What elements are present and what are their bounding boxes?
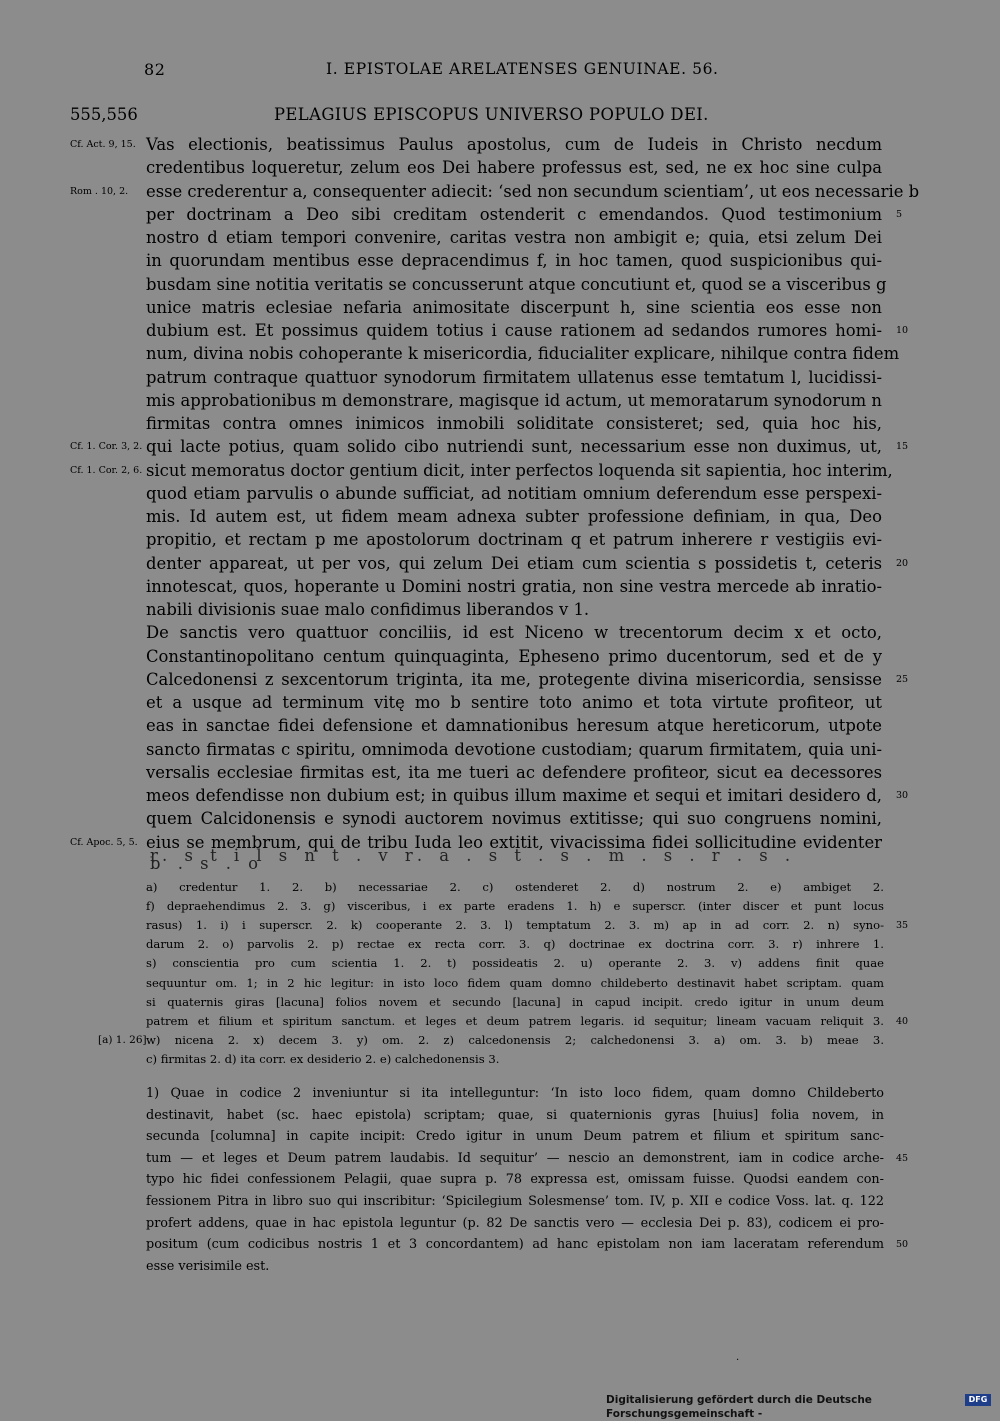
body-line: patrum contraque quattuor synodorum firmitatem ullatenus esse temtatum l, lucidissi- — [146, 367, 882, 387]
footnote-line: profert addens, quae in hac epistola leguntur (p. 82 De sanctis vero — ecclesia Dei p. 83), codicem ei pro- — [146, 1215, 884, 1231]
body-line: unice matris eclesiae nefaria animositate discerpunt h, sine scientia eos esse non — [146, 297, 882, 317]
line-number: 25 — [896, 673, 909, 685]
body-line: denter appareat, ut per vos, qui zelum Dei etiam cum scientia s possidetis t, ceteris — [146, 553, 882, 573]
margin-reference: Cf. 1. Cor. 2, 6. — [70, 464, 143, 476]
variant-line: c) firmitas 2. d) ita corr. ex desiderio 2. e) calchedonensis 3. — [146, 1051, 500, 1066]
letter-number: 555,556 — [70, 105, 138, 124]
running-title: I. EPISTOLAE ARELATENSES GENUINAE. 56. — [326, 60, 719, 78]
footnote-line: secunda [columna] in capite incipit: Credo igitur in unum Deum patrem et filium et spiritum sanc- — [146, 1129, 884, 1145]
margin-reference: Rom . 10, 2. — [70, 185, 129, 197]
footnote-line: destinavit, habet (sc. haec epistola) scriptam; quae, si quaternionis gyras [huius] folia novem, in — [146, 1107, 884, 1123]
cut-off-line: r. s t i l s n t . v r. a . s t . s . m . s . r . s . b . s . o — [150, 846, 797, 873]
variant-margin-reference: [a) 1. 26] — [98, 1033, 147, 1046]
body-line: quem Calcidonensis e synodi auctorem novimus extitisse; qui suo congruens nomini, — [146, 809, 882, 829]
body-line: Constantinopolitano centum quinquaginta, Epheseno primo ducentorum, sed et de y — [146, 646, 882, 666]
variant-line: sequuntur om. 1; in 2 hic legitur: in isto loco fidem quam domno childeberto destinavit habet scriptam. quam — [146, 975, 884, 990]
letter-title: PELAGIUS EPISCOPUS UNIVERSO POPULO DEI. — [274, 105, 709, 124]
body-line: innotescat, quos, hoperante u Domini nostri gratia, non sine vestra mercede ab inratio- — [146, 576, 882, 596]
body-line: sancto firmatas c spiritu, omnimoda devotione custodiam; quarum firmitatem, quia uni- — [146, 739, 882, 759]
footnote-line: esse verisimile est. — [146, 1258, 270, 1274]
body-line: propitio, et rectam p me apostolorum doctrinam q et patrum inherere r vestigiis evi- — [146, 530, 882, 550]
line-number: 5 — [896, 208, 903, 220]
body-line: quod etiam parvulis o abunde sufficiat, ad notitiam omnium deferendum esse perspexi- — [146, 483, 882, 503]
variant-line: f) depraehendimus 2. 3. g) visceribus, i ex parte eradens 1. h) e superscr. (inter discer et punt locus — [146, 899, 884, 914]
body-line: meos defendisse non dubium est; in quibus illum maxime et sequi et imitari desidero d, — [146, 786, 882, 805]
body-line: eas in sanctae fidei defensione et damnationibus heresum atque hereticorum, utpote — [146, 716, 882, 736]
footnote-line: tum — et leges et Deum patrem laudabis. Id sequitur’ — nescio an demonstrent, iam in codice arche- — [146, 1150, 884, 1166]
line-number: 20 — [896, 557, 909, 569]
variant-line: si quaternis giras [lacuna] folios novem et secundo [lacuna] in capud incipit. credo igitur in unum deum — [146, 994, 884, 1009]
body-line: versalis ecclesiae firmitas est, ita me tueri ac defendere profiteor, sicut ea decessores — [146, 762, 882, 782]
body-line: firmitas contra omnes inimicos inmobili soliditate consisteret; sed, quia hoc his, — [146, 414, 882, 433]
page-number: 82 — [144, 60, 166, 79]
line-number: 50 — [896, 1239, 909, 1251]
variant-line: w) nicena 2. x) decem 3. y) om. 2. z) calcedonensis 2; calchedonensi 3. a) om. 3. b) meae 3. — [146, 1032, 884, 1047]
body-line: esse crederentur a, consequenter adiecit: ‘sed non secundum scientiam’, ut eos necessarie b — [146, 181, 920, 201]
line-number: 30 — [896, 790, 909, 801]
body-line: credentibus loqueretur, zelum eos Dei habere professus est, sed, ne ex hoc sine culpa — [146, 158, 882, 178]
line-number: 35 — [896, 920, 909, 932]
body-line: eius se membrum, qui de tribu Iuda leo extitit, vivacissima fidei sollicitudine evidenter — [146, 832, 882, 852]
body-line: per doctrinam a Deo sibi creditam ostenderit c emendandos. Quod testimonium — [146, 204, 882, 224]
footnote-line: fessionem Pitra in libro suo qui inscribitur: ‘Spicilegium Solesmense’ tom. IV, p. XII e codice Voss. lat. q. 122 — [146, 1194, 884, 1209]
variant-line: rasus) 1. i) i superscr. 2. k) cooperante 2. 3. l) temptatum 2. 3. m) ap in ad corr. 2. n) syno- — [146, 918, 884, 933]
body-line: num, divina nobis cohoperante k misericordia, fiducialiter explicare, nihilque contra fidem — [146, 344, 900, 364]
body-line: busdam sine notitia veritatis se concusserunt atque concutiunt et, quod se a visceribus g — [146, 274, 887, 294]
body-line: dubium est. Et possimus quidem totius i cause rationem ad sedandos rumores homi- — [146, 321, 882, 340]
variant-line: a) credentur 1. 2. b) necessariae 2. c) ostenderet 2. d) nostrum 2. e) ambiget 2. — [146, 880, 884, 894]
body-line: Calcedonensi z sexcentorum triginta, ita me, protegente divina misericordia, sensisse — [146, 669, 882, 689]
body-line: qui lacte potius, quam solido cibo nutriendi sunt, necessarium esse non duximus, ut, — [146, 437, 882, 457]
body-line: De sanctis vero quattuor conciliis, id est Niceno w trecentorum decim x et octo, — [146, 623, 882, 643]
body-line: mis approbationibus m demonstrare, magisque id actum, ut memoratarum synodorum n — [146, 390, 882, 410]
body-line: mis. Id autem est, ut fidem meam adnexa subter professione definiam, in qua, Deo — [146, 507, 882, 526]
variant-line: darum 2. o) parvolis 2. p) rectae ex recta corr. 3. q) doctrinae ex doctrina corr. 3. r) inhrere 1. — [146, 937, 884, 952]
body-line: nostro d etiam tempori convenire, caritas vestra non ambigit e; quia, etsi zelum Dei — [146, 228, 882, 247]
variant-line: patrem et filium et spiritum sanctum. et leges et deum patrem legaris. id sequitur; lineam vacuam reliquit 3. — [146, 1013, 884, 1028]
body-line: nabili divisionis suae malo confidimus liberandos v 1. — [146, 600, 590, 619]
line-number: 10 — [896, 325, 909, 336]
footnote-line: positum (cum codicibus nostris 1 et 3 concordantem) ad hanc epistolam non iam laceratam referendum — [146, 1237, 884, 1253]
line-number: 40 — [896, 1015, 909, 1027]
body-line: in quorundam mentibus esse depracendimus f, in hoc tamen, quod suspicionibus qui- — [146, 251, 882, 271]
variant-line: s) conscientia pro cum scientia 1. 2. t) possideatis 2. u) operante 2. 3. v) addens finit quae — [146, 956, 884, 971]
line-number: 15 — [896, 441, 909, 453]
margin-reference: Cf. Act. 9, 15. — [70, 139, 136, 150]
footnote-line: 1) Quae in codice 2 inveniuntur si ita intelleguntur: ‘In isto loco fidem, quam domno Childeberto — [146, 1086, 884, 1101]
footnote-line: typo hic fidei confessionem Pelagii, quae supra p. 78 expressa est, omissam fuisse. Quodsi eandem con- — [146, 1172, 884, 1188]
line-number: 45 — [896, 1152, 909, 1164]
body-line: Vas electionis, beatissimus Paulus apostolus, cum de Iudeis in Christo necdum — [146, 135, 882, 154]
body-line: et a usque ad terminum vitę mo b sentire toto animo et tota virtute profiteor, ut — [146, 693, 882, 712]
margin-reference: Cf. Apoc. 5, 5. — [70, 836, 138, 848]
margin-reference: Cf. 1. Cor. 3, 2. — [70, 441, 143, 453]
digitization-banner: Digitalisierung gefördert durch die Deutsche Forschungsgemeinschaft - — [606, 1394, 872, 1420]
body-line: sicut memoratus doctor gentium dicit, inter perfectos loquenda sit sapientia, hoc interim, — [146, 460, 893, 480]
stray-mark: . — [736, 1352, 740, 1363]
dfg-logo: DFG — [965, 1394, 991, 1406]
